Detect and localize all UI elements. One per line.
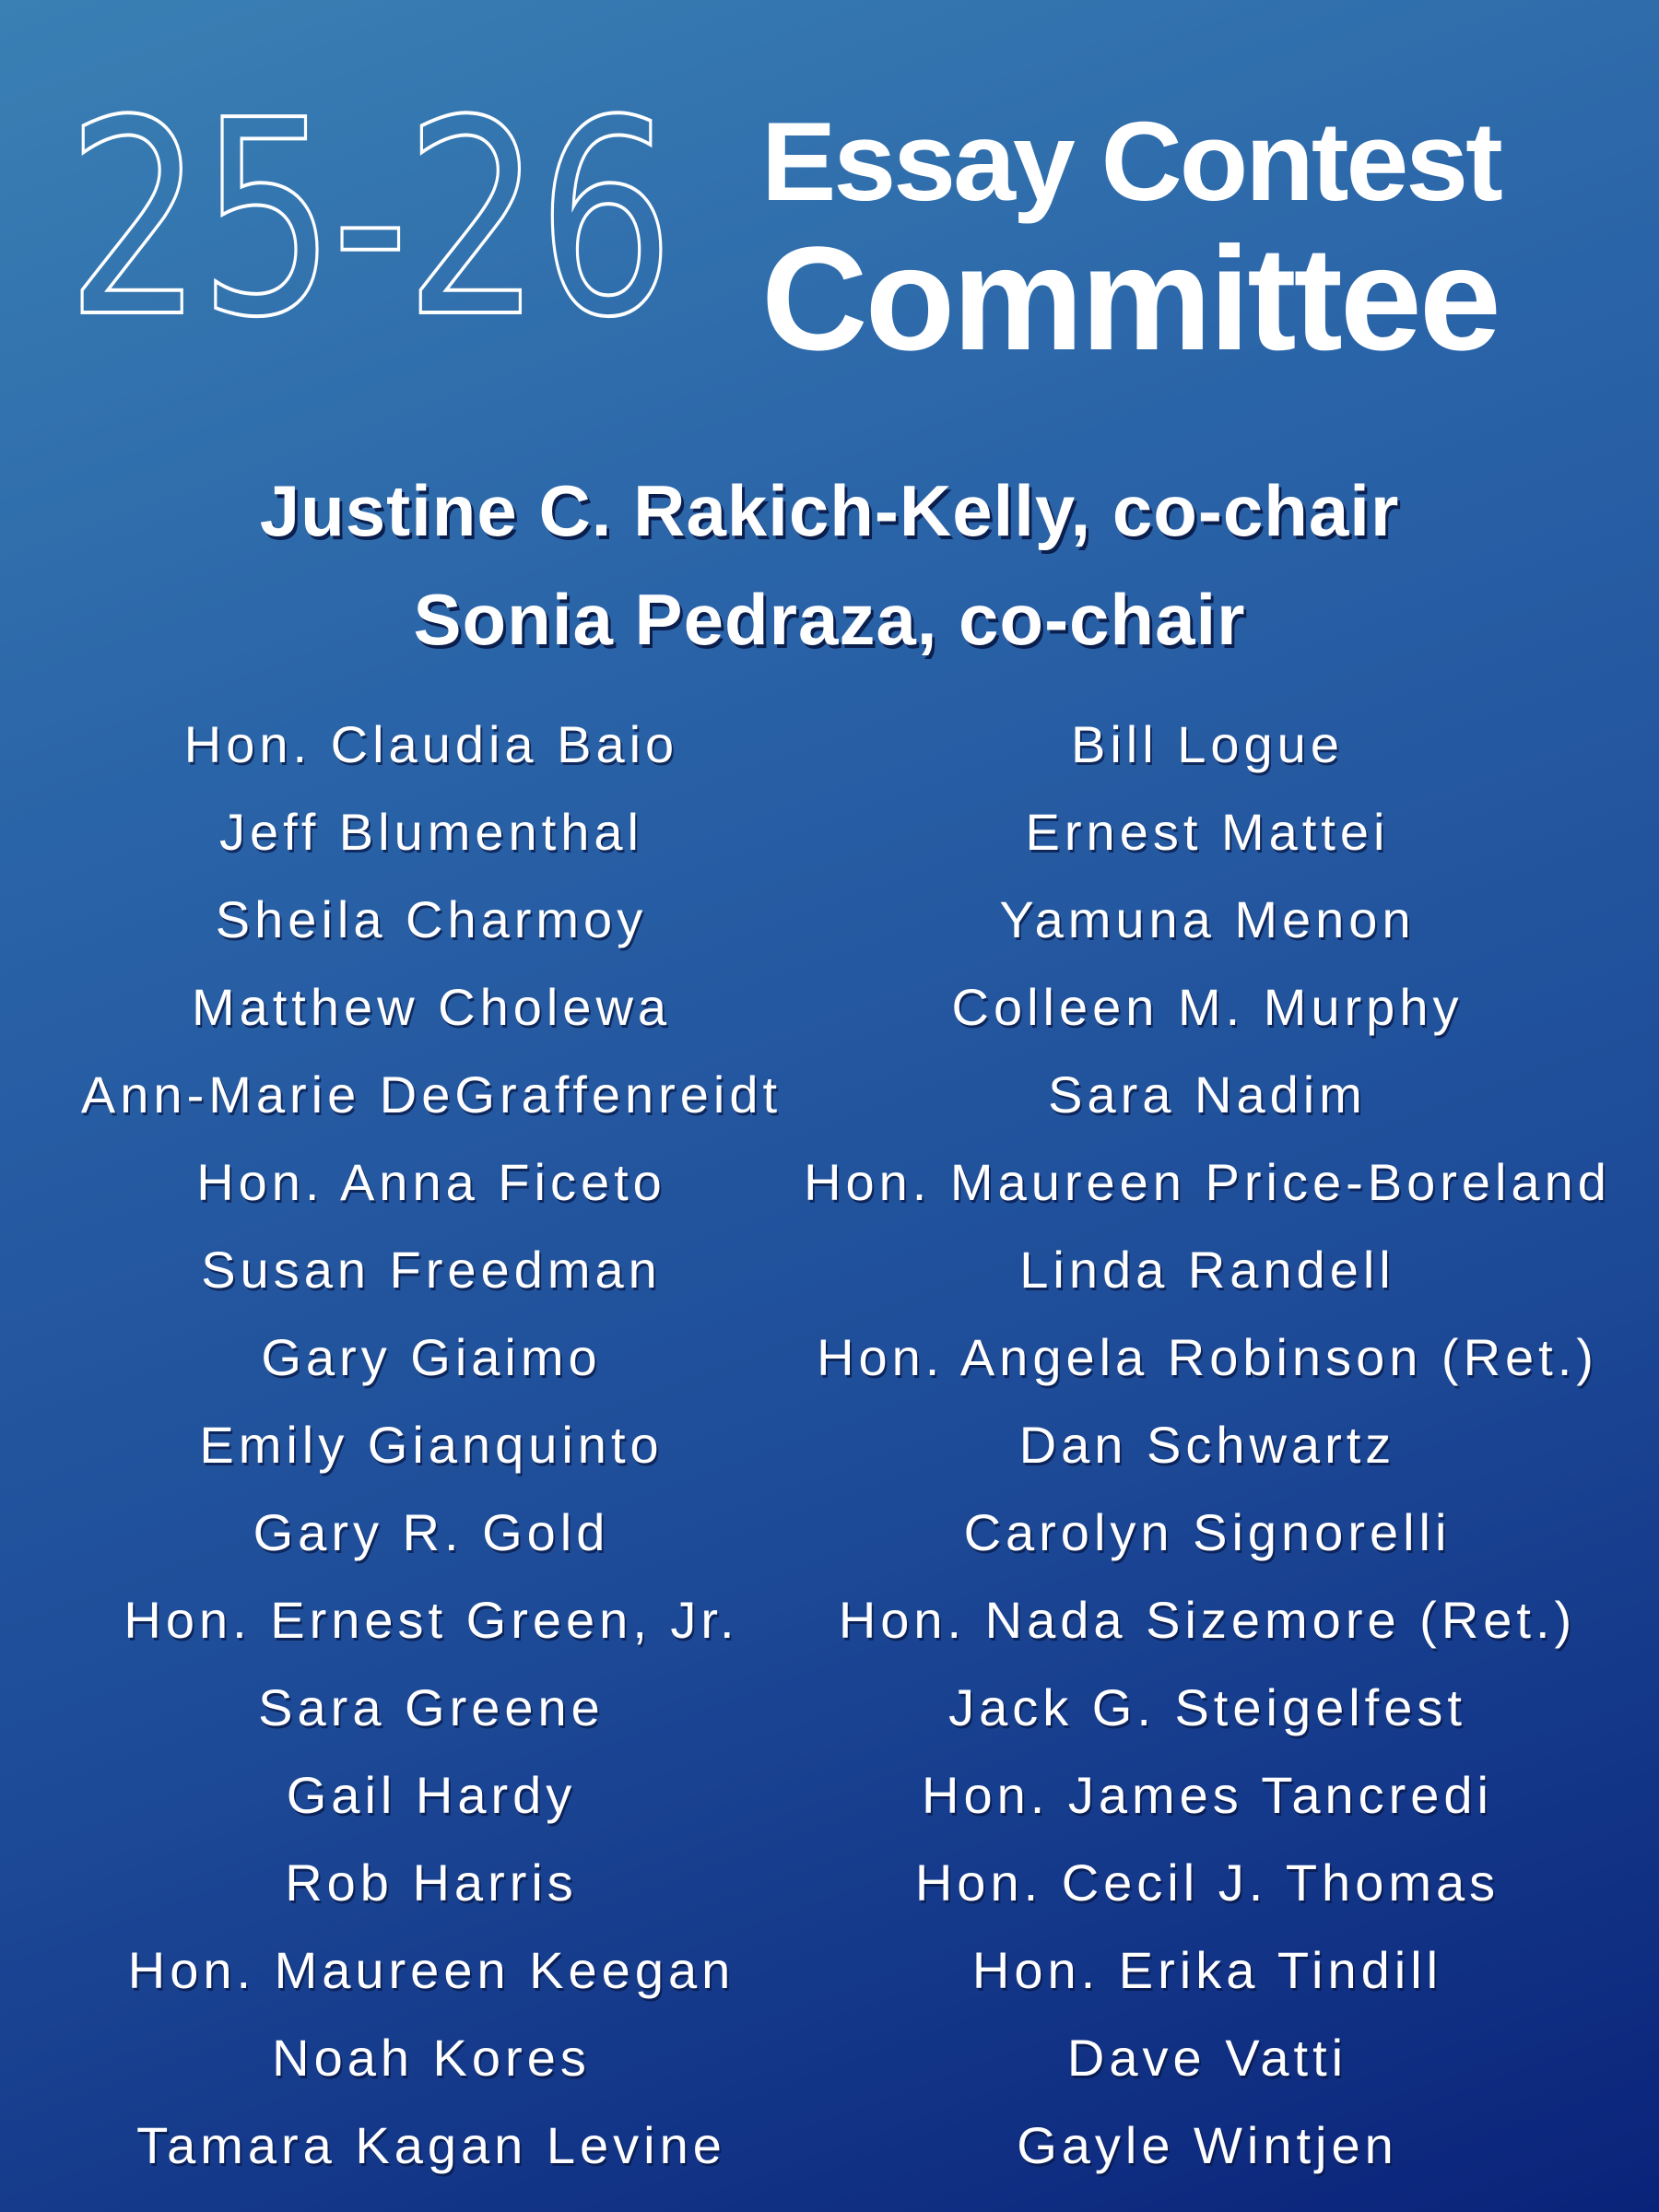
member-name: Bill Logue: [1071, 715, 1344, 773]
member-name: Hon. Claudia Baio: [183, 715, 679, 773]
year-outline-title: 25-26: [66, 63, 670, 376]
member-name: Gail Hardy: [286, 1766, 577, 1824]
members-column-left: [26, 700, 837, 2189]
member-name: Linda Randell: [1019, 1241, 1395, 1299]
co-chair-name: Sonia Pedraza, co-chair: [413, 579, 1246, 660]
member-name: Tamara Kagan Levine: [136, 2116, 726, 2174]
heading-line-committee: Committee: [761, 216, 1499, 381]
member-name: Jack G. Steigelfest: [948, 1678, 1466, 1736]
member-name: Hon. Ernest Green, Jr.: [124, 1591, 739, 1649]
member-name: Ann-Marie DeGraffenreidt: [80, 1065, 782, 1124]
member-name: Sara Nadim: [1048, 1065, 1367, 1124]
member-name: Colleen M. Murphy: [951, 978, 1464, 1036]
member-name: Matthew Cholewa: [191, 978, 672, 1036]
member-name: Hon. Erika Tindill: [971, 1941, 1443, 1999]
members-column-right: [802, 700, 1613, 2189]
member-name: Hon. Anna Ficeto: [196, 1153, 666, 1211]
member-name: Hon. Cecil J. Thomas: [914, 1853, 1500, 1912]
heading-line-essay-contest: Essay Contest: [761, 99, 1500, 224]
member-name: Hon. James Tancredi: [922, 1766, 1493, 1824]
committee-heading: [761, 99, 1500, 381]
member-name: Gary Giaimo: [261, 1328, 602, 1386]
co-chairs: [0, 456, 1659, 674]
member-name: Susan Freedman: [201, 1241, 662, 1299]
member-name: Sheila Charmoy: [215, 890, 648, 948]
member-name: Gayle Wintjen: [1017, 2116, 1398, 2174]
member-name: Gary R. Gold: [253, 1503, 610, 1561]
member-name: Rob Harris: [285, 1853, 578, 1912]
member-name: Dave Vatti: [1066, 2029, 1348, 2087]
member-name: Ernest Mattei: [1025, 803, 1390, 861]
member-name: Hon. Maureen Price-Boreland: [804, 1153, 1611, 1211]
member-name: Jeff Blumenthal: [219, 803, 643, 861]
co-chair-name: Justine C. Rakich-Kelly, co-chair: [259, 470, 1400, 551]
member-name: Hon. Angela Robinson (Ret.): [817, 1328, 1598, 1386]
member-name: Sara Greene: [258, 1678, 605, 1736]
member-name: Dan Schwartz: [1018, 1416, 1396, 1474]
member-name: Hon. Nada Sizemore (Ret.): [838, 1591, 1577, 1649]
member-name: Carolyn Signorelli: [963, 1503, 1452, 1561]
member-name: Hon. Maureen Keegan: [127, 1941, 735, 1999]
member-name: Yamuna Menon: [999, 890, 1416, 948]
member-name: Noah Kores: [272, 2029, 591, 2087]
member-name: Emily Gianquinto: [199, 1416, 664, 1474]
